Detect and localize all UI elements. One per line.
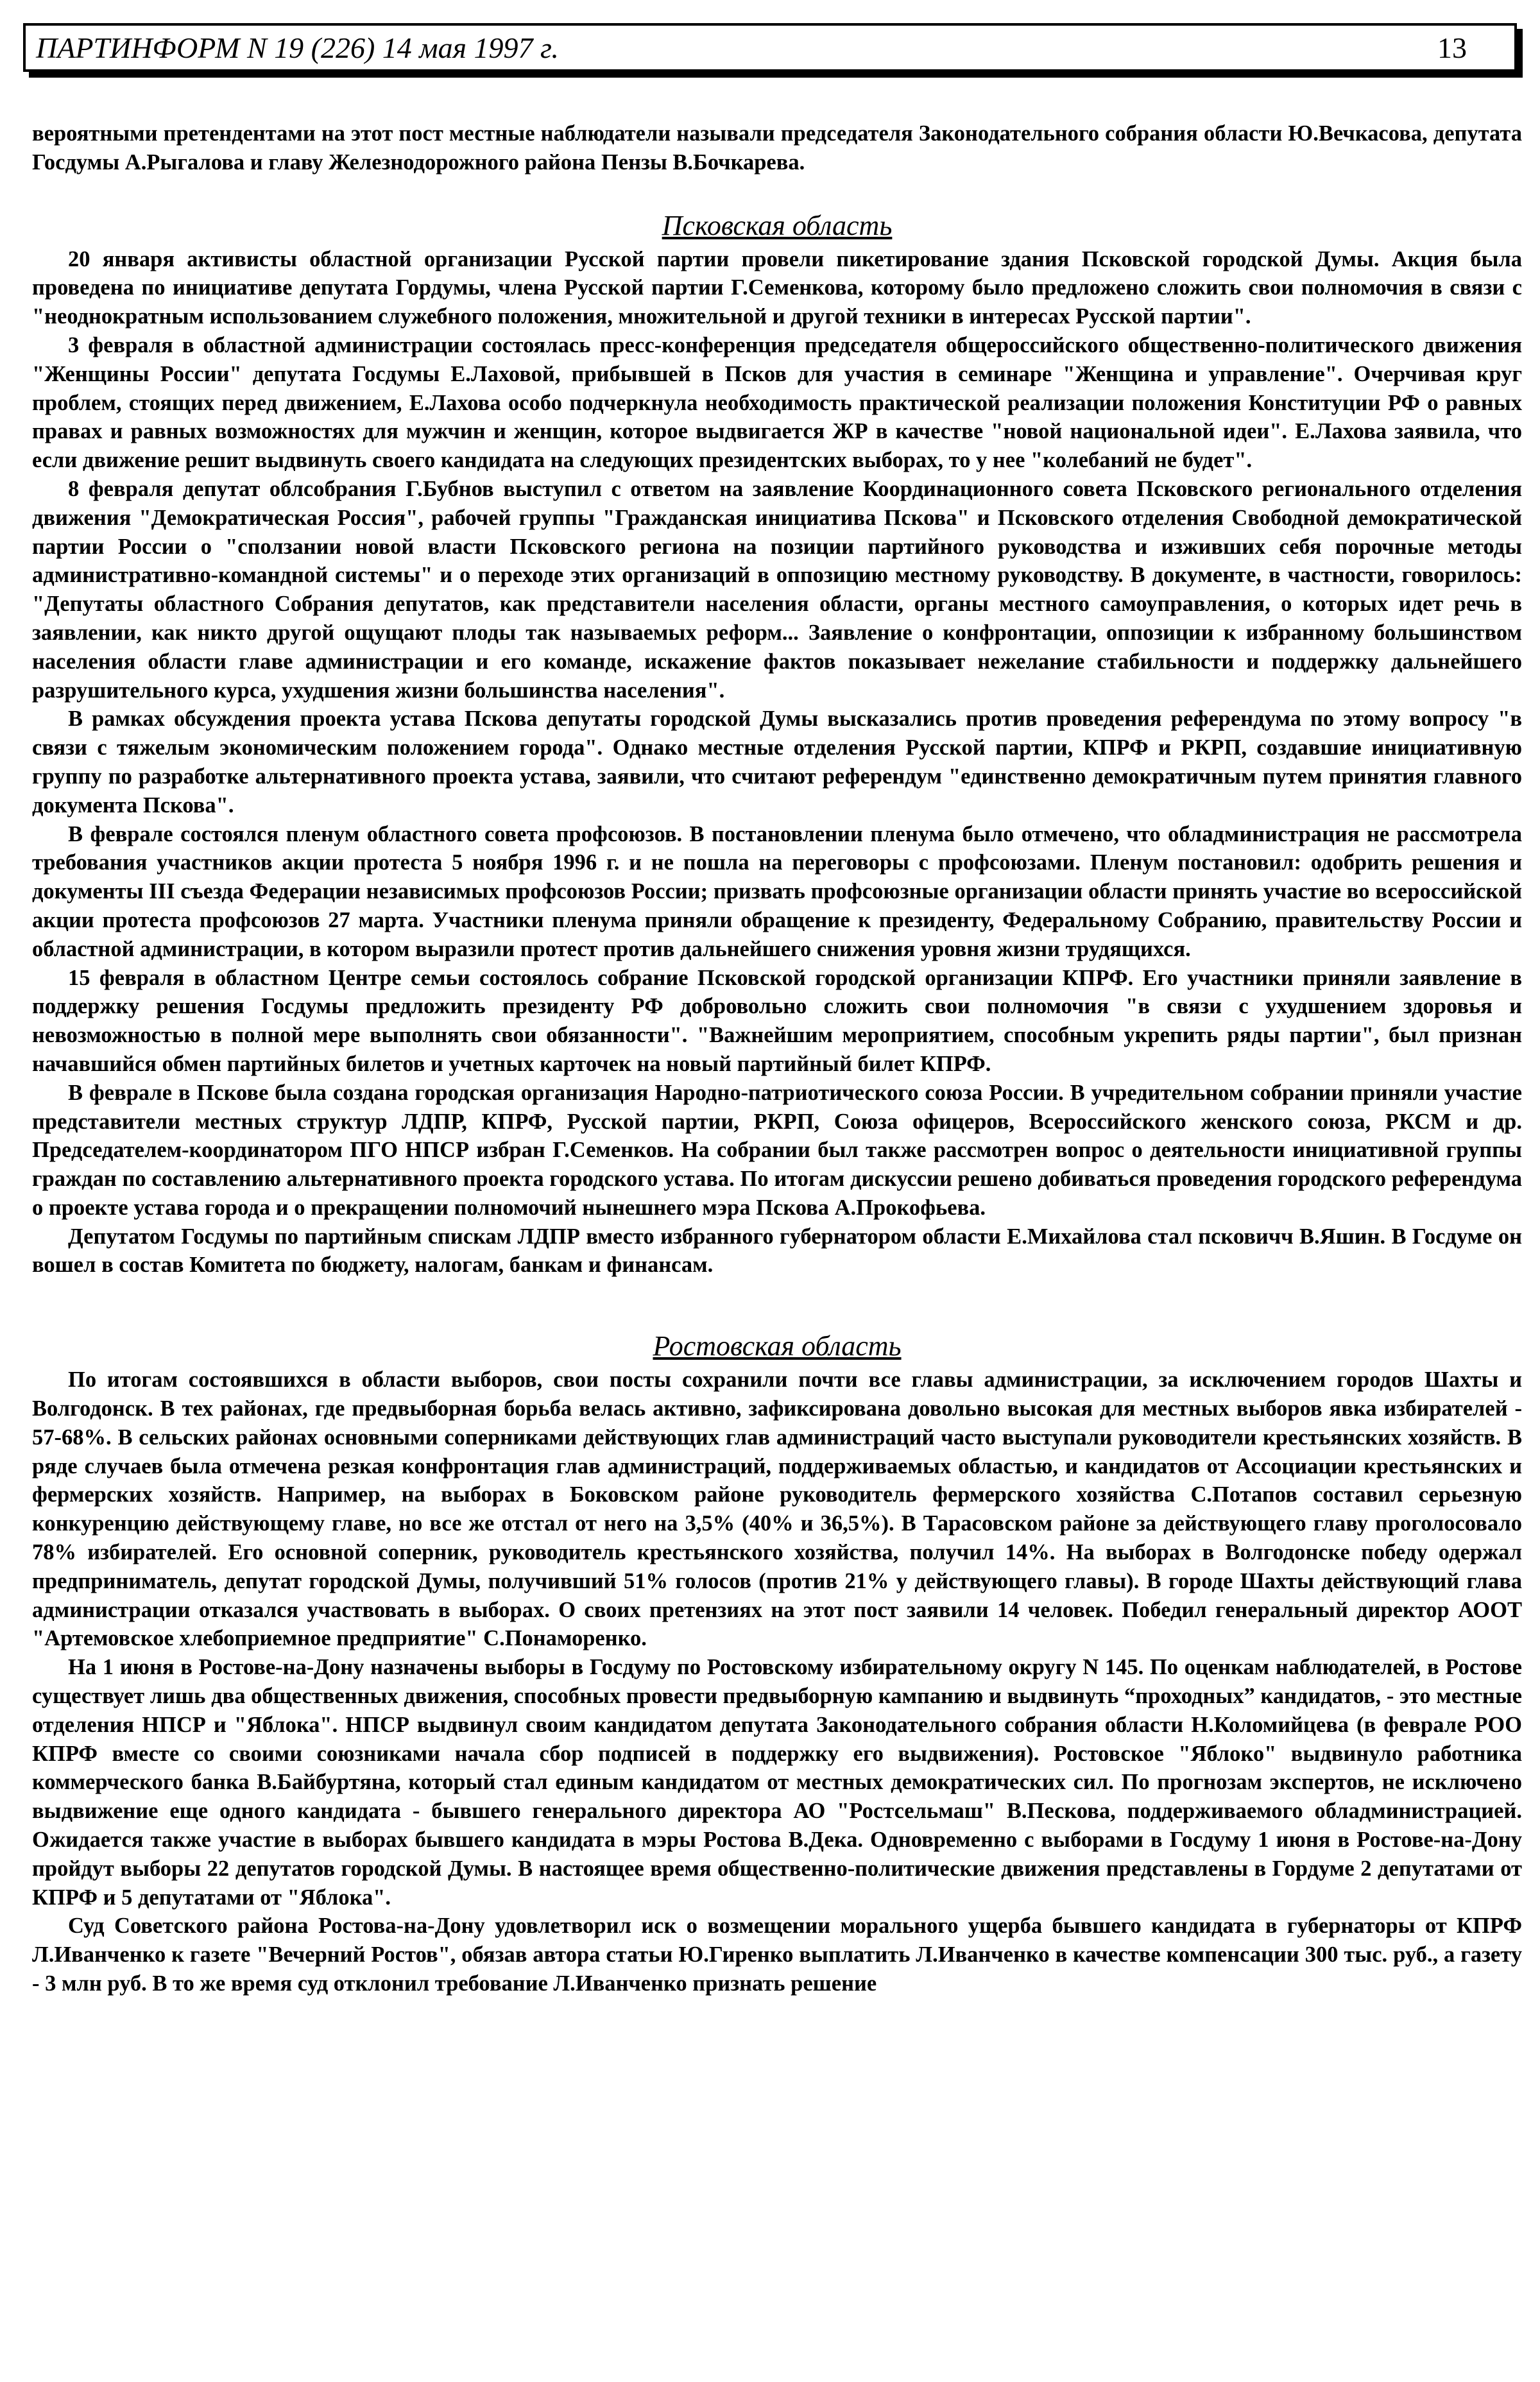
paragraph: По итогам состоявшихся в области выборов, свои посты сохранили почти все главы администрации, за исключением городов Шахты и Волгодонск. В тех районах, где предвыборная борьба велась активно, зафиксирована довольно высокая для местных выборов явка избирателей - 57-68%. В сельских районах основными соперниками действующих глав администраций часто выступали руководители крестьянских хозяйств. В ряде случаев была отмечена резкая конфронтация глав администраций, поддерживаемых областью, и кандидатов от Ассоциации крестьянских и фермерских хозяйств. Например, на выборах в Боковском районе руководитель фермерского хозяйства С.Потапов составил серьезную конкуренцию действующему главе, но все же отстал от него на 3,5% (40% и 36,5%). В Тарасовском районе за действующего главу проголосовало 78% избирателей. Его основной соперник, руководитель крестьянского хозяйства, получил 14%. На выборах в Волгодонске победу одержал предприниматель, депутат городской Думы, получивший 51% голосов (против 21% у действующего главы). В городе Шахты действующий глава администрации отказался участвовать в выборах. О своих претензиях на этот пост заявили 14 человек. Победил генеральный директор АООТ "Артемовское хлебоприемное предприятие" С.Понаморенко.	[32, 1367, 1522, 1651]
paragraph: В феврале состоялся пленум областного совета профсоюзов. В постановлении пленума было отмечено, что обладминистрация не рассмотрела требования участников акции протеста 5 ноября 1996 г. и не пошла на переговоры с профсоюзами. Пленум постановил: одобрить решения и документы III съезда Федерации независимых профсоюзов России; призвать профсоюзные организации области принять участие во всероссийской акции протеста профсоюзов 27 марта. Участники пленума приняли обращение к президенту, Федеральному Собранию, правительству России и областной администрации, в котором выразили протест против дальнейшего снижения уровня жизни трудящихся.	[32, 821, 1522, 961]
paragraph: 8 февраля депутат облсобрания Г.Бубнов выступил с ответом на заявление Координационного совета Псковского регионального отделения движения "Демократическая Россия", рабочей группы "Гражданская инициатива Пскова" и Псковского отделения Свободной демократической партии России о "сползании новой власти Псковского региона на позиции партийного руководства и изживших себя порочные методы административно-командной системы" и о переходе этих организаций в оппозицию местному руководству. В документе, в частности, говорилось: "Депутаты областного Собрания депутатов, как представители населения области, органы местного самоуправления, о которых идет речь в заявлении, как никто другой ощущают плоды так называемых реформ... Заявление о конфронтации, оппозиции к избранному большинством населения области главе администрации и его команде, искажение фактов показывает нежелание стабильности и поддержку дальнейшего разрушительного курса, ухудшения жизни большинства населения".	[32, 476, 1522, 703]
paragraph: Депутатом Госдумы по партийным спискам ЛДПР вместо избранного губернатором области Е.Михайлова стал псковичч В.Яшин. В Госдуме он вошел в состав Комитета по бюджету, налогам, банкам и финансам.	[32, 1224, 1522, 1278]
article-body	[32, 119, 1522, 1998]
paragraph: На 1 июня в Ростове-на-Дону назначены выборы в Госдуму по Ростовскому избирательному округу N 145. По оценкам наблюдателей, в Ростове существует лишь два общественных движения, способных провести предвыборную кампанию и выдвинуть “проходных” кандидатов, - это местные отделения НПСР и "Яблока". НПСР выдвинул своим кандидатом депутата Законодательного собрания области Н.Коломийцева (в феврале РОО КПРФ вместе со своими союзниками начала сбор подписей в поддержку его выдвижения). Ростовское "Яблоко" выдвинуло работника коммерческого банка В.Байбуртяна, который стал единым кандидатом от местных демократических сил. По прогнозам экспертов, не исключено выдвижение еще одного кандидата - бывшего генерального директора АО "Ростсельмаш" В.Пескова, поддерживаемого обладминистрацией. Ожидается также участие в выборах бывшего кандидата в мэры Ростова В.Дека. Одновременно с выборами в Госдуму 1 июня в Ростове-на-Дону пройдут выборы 22 депутатов городской Думы. В настоящее время общественно-политические движения представлены в Гордуме 2 депутатами от КПРФ и 5 депутатами от "Яблока".	[32, 1655, 1522, 1910]
page-header	[23, 23, 1517, 72]
intro-paragraph: вероятными претендентами на этот пост местные наблюдатели называли председателя Законодательного собрания области Ю.Вечкасова, депутата Госдумы А.Рыгалова и главу Железнодорожного района Пензы В.Бочкарева.	[32, 121, 1522, 175]
paragraph: В рамках обсуждения проекта устава Пскова депутаты городской Думы высказались против проведения референдума по этому вопросу "в связи с тяжелым экономическим положением города". Однако местные отделения Русской партии, КПРФ и РКРП, создавшие инициативную группу по разработке альтернативного проекта устава, заявили, что считают референдум "единственно демократичным путем принятия главного документа Пскова".	[32, 707, 1522, 818]
paragraph: В феврале в Пскове была создана городская организация Народно-патриотического союза России. В учредительном собрании приняли участие представители местных структур ЛДПР, КПРФ, Русской партии, РКРП, Союза офицеров, Всероссийского женского союза, РКСМ и др. Председателем-координатором ПГО НПСР избран Г.Семенков. На собрании был также рассмотрен вопрос о деятельности инициативной группы граждан по составлению альтернативного проекта городского устава. По итогам дискуссии решено добиваться проведения городского референдума о проекте устава города и о прекращении полномочий нынешнего мэра Пскова А.Прокофьева.	[32, 1080, 1522, 1220]
page	[23, 23, 1522, 1996]
paragraph: 20 января активисты областной организации Русской партии провели пикетирование здания Псковской городской Думы. Акция была проведена по инициативе депутата Гордумы, члена Русской партии Г.Семенкова, которому было предложено сложить свои полномочия в связи с "неоднократным использованием служебного положения, множительной и другой техники в интересах Русской партии".	[32, 246, 1522, 329]
publication-title: ПАРТИНФОРМ N 19 (226) 14 мая 1997 г.	[36, 31, 559, 64]
paragraph: Суд Советского района Ростова-на-Дону удовлетворил иск о возмещении морального ущерба бывшего кандидата в губернаторы от КПРФ Л.Иванченко к газете "Вечерний Ростов", обязав автора статьи Ю.Гиренко выплатить Л.Иванченко в качестве компенсации 300 тыс. руб., а газету - 3 млн руб. В то же время суд отклонил требование Л.Иванченко признать решение	[32, 1914, 1522, 1996]
section-heading-rostov: Ростовская область	[653, 1330, 902, 1362]
paragraph: 15 февраля в областном Центре семьи состоялось собрание Псковской городской организации КПРФ. Его участники приняли заявление в поддержку решения Госдумы предложить президенту РФ добровольно сложить свои полномочия "в связи с ухудшением здоровья и невозможностью в полной мере выполнять свои обязанности". "Важнейшим мероприятием, способным укрепить ряды партии", был признан начавшийся обмен партийных билетов и учетных карточек на новый партийный билет КПРФ.	[32, 965, 1522, 1076]
paragraph: 3 февраля в областной администрации состоялась пресс-конференция председателя общероссийского общественно-политического движения "Женщины России" депутата Госдумы Е.Лаховой, прибывшей в Псков для участия в семинаре "Женщина и управление". Очерчивая круг проблем, стоящих перед движением, Е.Лахова особо подчеркнула необходимость практической реализации положения Конституции РФ о равных правах и равных возможностях для мужчин и женщин, которое выдвигается ЖР в качестве "новой национальной идеи". Е.Лахова заявила, что если движение решит выдвинуть своего кандидата на следующих президентских выборах, то у нее "колебаний не будет".	[32, 332, 1522, 473]
page-number: 13	[1437, 31, 1467, 64]
section-heading-pskov: Псковская область	[662, 209, 893, 241]
